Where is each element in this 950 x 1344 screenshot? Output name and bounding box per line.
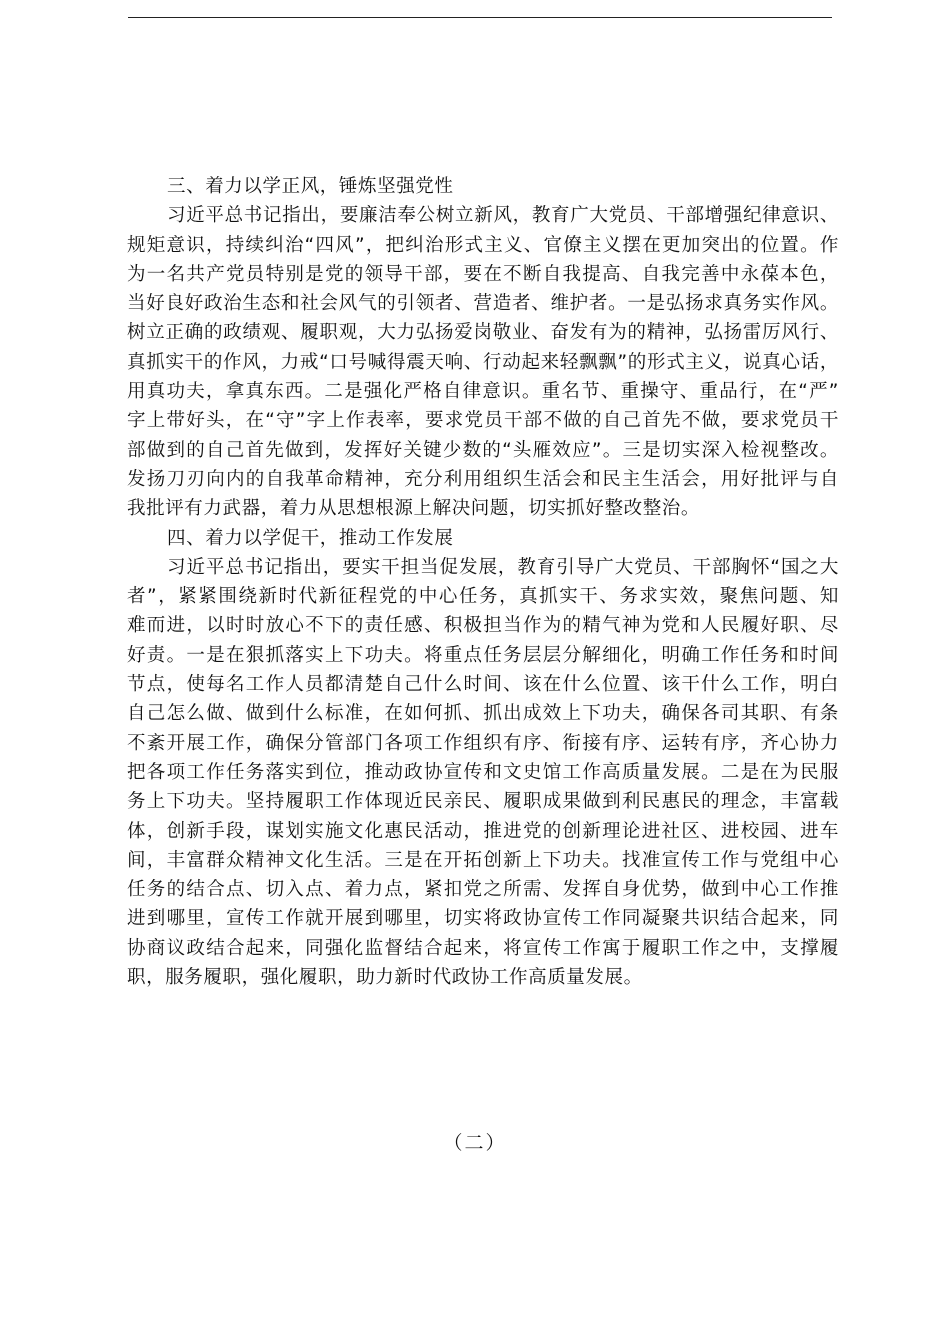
paragraph-line: 自己怎么做、做到什么标准，在如何抓、抓出成效上下功夫，确保各司其职、有条 [127, 703, 839, 725]
paragraph-line: 好责。一是在狠抓落实上下功夫。将重点任务层层分解细化，明确工作任务和时间 [127, 644, 839, 666]
paragraph-line: 不紊开展工作，确保分管部门各项工作组织有序、衔接有序、运转有序，齐心协力 [127, 732, 839, 754]
paragraph-line: 节点，使每名工作人员都清楚自己什么时间、该在什么位置、该干什么工作，明白 [127, 674, 839, 696]
paragraph-line: 把各项工作任务落实到位，推动政协宣传和文史馆工作高质量发展。二是在为民服 [127, 761, 839, 783]
section-heading-4: 四、着力以学促干，推动工作发展 [167, 527, 454, 549]
paragraph-line: 职，服务履职，强化履职，助力新时代政协工作高质量发展。 [127, 967, 643, 989]
paragraph-line: 体，创新手段，谋划实施文化惠民活动，推进党的创新理论进社区、进校园、进车 [127, 820, 839, 842]
paragraph-line: 习近平总书记指出，要廉洁奉公树立新风，教育广大党员、干部增强纪律意识、 [167, 205, 839, 227]
paragraph-line: 字上带好头，在“守”字上作表率，要求党员干部不做的自己首先不做，要求党员干 [127, 410, 839, 432]
paragraph-line: 树立正确的政绩观、履职观，大力弘扬爱岗敬业、奋发有为的精神，弘扬雷厉风行、 [127, 322, 839, 344]
paragraph-line: 间，丰富群众精神文化生活。三是在开拓创新上下功夫。找准宣传工作与党组中心 [127, 849, 839, 871]
document-body [127, 172, 839, 992]
paragraph-line: 为一名共产党员特别是党的领导干部，要在不断自我提高、自我完善中永葆本色， [127, 263, 839, 285]
paragraph-line: 任务的结合点、切入点、着力点，紧扣党之所需、发挥自身优势，做到中心工作推 [127, 879, 839, 901]
paragraph-line: 用真功夫，拿真东西。二是强化严格自律意识。重名节、重操守、重品行，在“严” [127, 381, 839, 403]
paragraph-line: 规矩意识，持续纠治“四风”，把纠治形式主义、官僚主义摆在更加突出的位置。作 [127, 234, 839, 256]
paragraph-line: 习近平总书记指出，要实干担当促发展，教育引导广大党员、干部胸怀“国之大 [167, 556, 839, 578]
paragraph-line: 协商议政结合起来，同强化监督结合起来，将宣传工作寓于履职工作之中，支撑履 [127, 937, 839, 959]
paragraph-line: 者”，紧紧围绕新时代新征程党的中心任务，真抓实干、务求实效，聚焦问题、知 [127, 586, 839, 608]
paragraph-line: 难而进，以时时放心不下的责任感、积极担当作为的精气神为党和人民履好职、尽 [127, 615, 839, 637]
paragraph-line: 真抓实干的作风，力戒“口号喊得震天响、行动起来轻飘飘”的形式主义，说真心话， [127, 351, 839, 373]
paragraph-line: 我批评有力武器，着力从思想根源上解决问题，切实抓好整改整治。 [127, 498, 701, 520]
paragraph-line: 当好良好政治生态和社会风气的引领者、营造者、维护者。一是弘扬求真务实作风。 [127, 293, 839, 315]
paragraph-line: 务上下功夫。坚持履职工作体现近民亲民、履职成果做到利民惠民的理念，丰富载 [127, 791, 839, 813]
paragraph-line: 进到哪里，宣传工作就开展到哪里，切实将政协宣传工作同凝聚共识结合起来，同 [127, 908, 839, 930]
paragraph-line: 部做到的自己首先做到，发挥好关键少数的“头雁效应”。三是切实深入检视整改。 [127, 439, 839, 461]
next-section-label: （二） [443, 1132, 507, 1154]
section-heading-3: 三、着力以学正风，锤炼坚强党性 [167, 176, 454, 197]
paragraph-line: 发扬刀刃向内的自我革命精神，充分利用组织生活会和民主生活会，用好批评与自 [127, 468, 839, 490]
header-rule [128, 17, 832, 18]
